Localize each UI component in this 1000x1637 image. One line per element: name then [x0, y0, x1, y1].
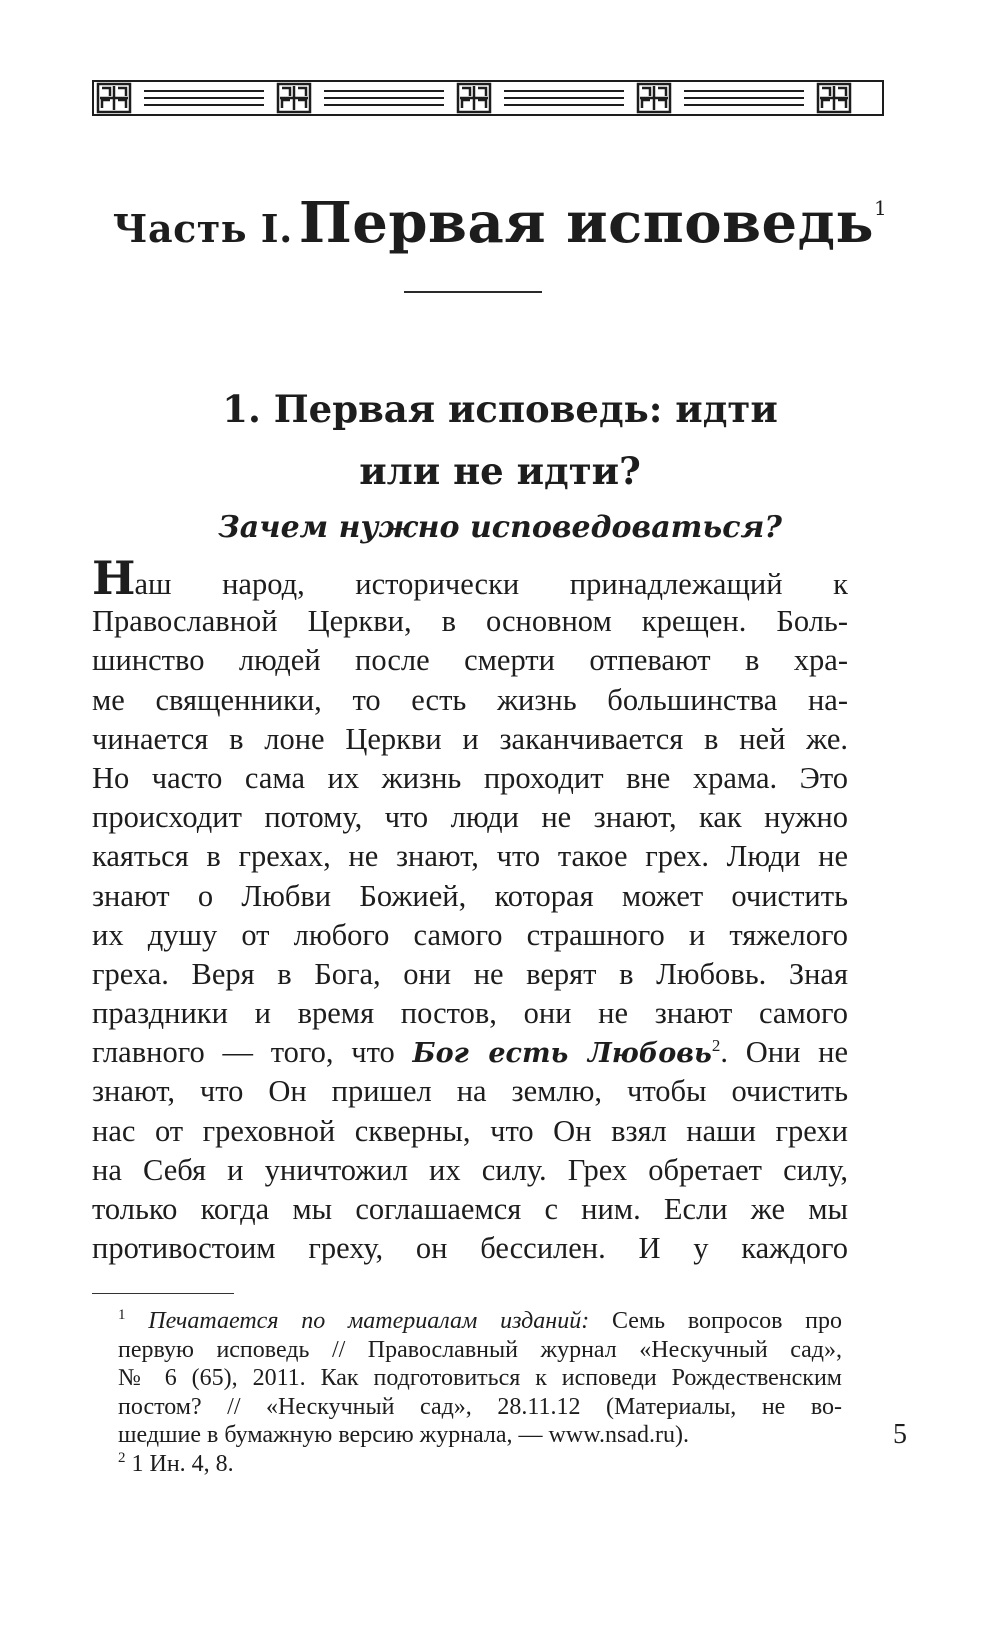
footnote-1-italic: Печатается по материалам изданий: — [148, 1308, 590, 1334]
section-title: Зачем нужно исповедоваться? — [218, 510, 782, 545]
part-footnote-ref: 1 — [873, 196, 888, 220]
footnote-1-line: шедшие в бумажную версию журнала, — www.nsad.ru). — [118, 1422, 689, 1449]
footnote-2-marker: 2 — [118, 1449, 126, 1466]
body-line: главного — того, что Бог есть Любовь$^2$. Они не — [92, 1035, 849, 1070]
footnote-1-line: № 6 (65), 2011. Как подготовиться к исповеди Рождественским — [118, 1365, 842, 1392]
body-line: ме священники, то есть жизнь большинства на- — [92, 682, 848, 717]
body-line: знают о Любви Божией, которая может очистить — [92, 878, 848, 913]
header-ornament — [92, 80, 884, 116]
footnotes — [118, 1307, 842, 1479]
body-line: Наш народ, исторически принадлежащий к — [92, 551, 848, 605]
footnote-1-marker: 1 — [118, 1307, 126, 1323]
drop-cap: Н — [92, 551, 135, 605]
body-line: на Себя и уничтожил их силу. Грех обретает силу, — [92, 1152, 848, 1187]
footnote-1-line: $^1$ Печатается по материалам изданий: Семь вопросов про — [118, 1307, 843, 1334]
body-line: знают, что Он пришел на землю, чтобы очистить — [92, 1074, 848, 1109]
body-line: противостоим греху, он бессилен. И у каждого — [92, 1231, 848, 1266]
body-line: их душу от любого самого страшного и тяжелого — [92, 917, 848, 952]
footnote-ref-2: 2 — [711, 1036, 721, 1056]
part-name: Первая исповедь — [298, 190, 874, 256]
body-line: праздники и время постов, они не знают самого — [92, 996, 848, 1031]
body-line: только когда мы соглашаемся с ним. Если же мы — [92, 1192, 848, 1226]
body-line: каяться в грехах, не знают, что такое грех. Люди не — [92, 839, 848, 874]
body-line: происходит потому, что люди не знают, как нужно — [92, 800, 848, 835]
chapter-title-line-2: или не идти? — [359, 449, 641, 493]
part-title — [0, 190, 1000, 256]
footnote-1-line: постом? // «Нескучный сад», 28.11.12 (Материалы, не во- — [118, 1393, 842, 1420]
body-line: Православной Церкви, в основном крещен. Боль- — [92, 604, 848, 639]
body-line: чинается в лоне Церкви и заканчивается в ней же. — [92, 721, 848, 756]
body-line: нас от греховной скверны, что Он взял наши грехи — [92, 1113, 848, 1148]
body-line: Но часто сама их жизнь проходит вне храма. Это — [92, 760, 848, 795]
page-number: 5 — [893, 1419, 907, 1450]
body-paragraph — [92, 551, 849, 1268]
footnote-divider — [92, 1293, 234, 1294]
chapter-title — [0, 378, 1000, 502]
footnote-1-line: первую исповедь // Православный журнал «Нескучный сад», — [118, 1336, 842, 1363]
body-line: греха. Веря в Бога, они не верят в Любовь. Зная — [92, 956, 848, 991]
footnote-2-line: $^2$ 1 Ин. 4, 8. — [118, 1449, 234, 1477]
title-divider — [404, 291, 542, 293]
chapter-title-line-1: 1. Первая исповедь: идти — [222, 387, 778, 431]
emphasis-text: Бог есть Любовь — [412, 1038, 712, 1070]
part-label: Часть I. — [112, 206, 293, 251]
body-line: шинство людей после смерти отпевают в хра- — [92, 643, 848, 678]
